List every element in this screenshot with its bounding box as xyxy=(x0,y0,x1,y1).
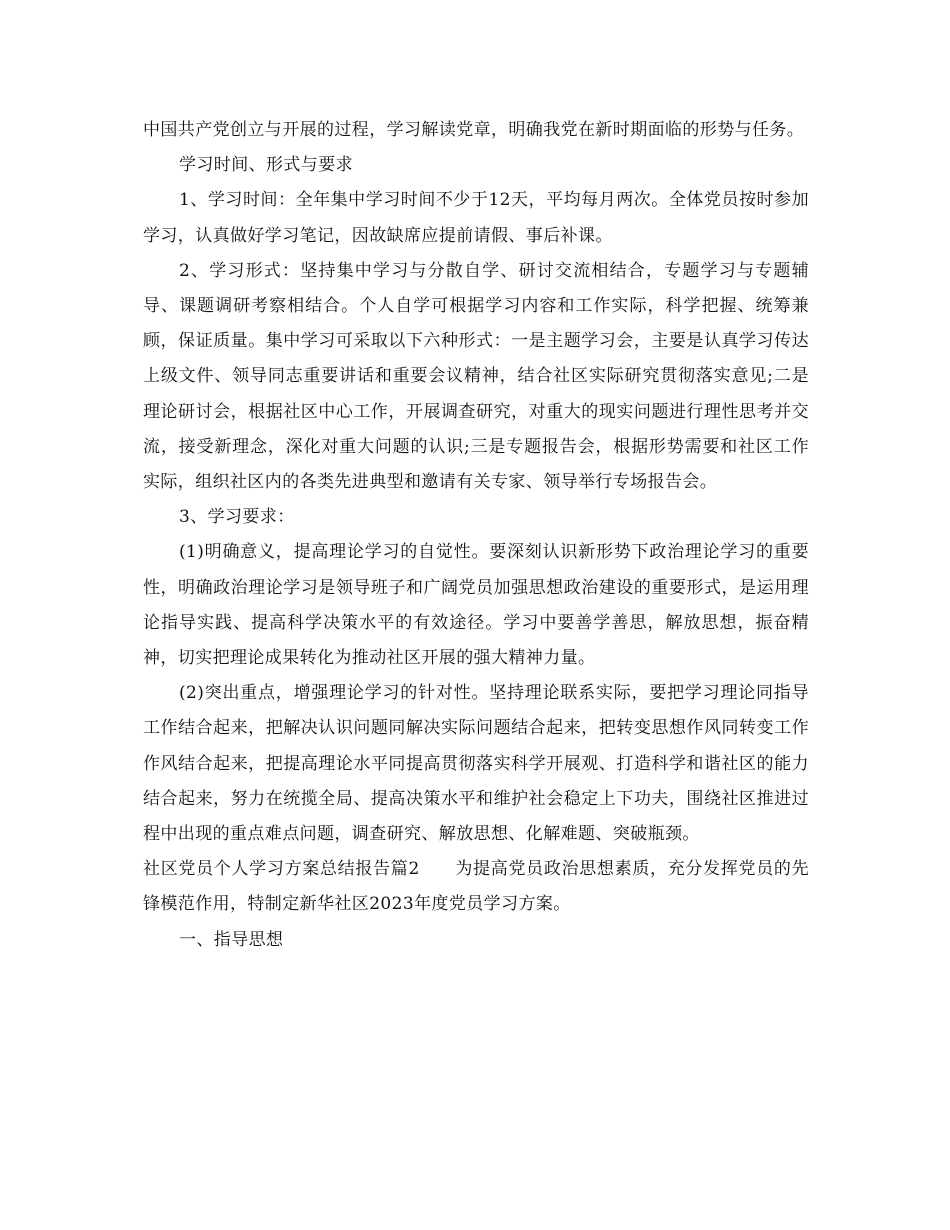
document-body xyxy=(143,113,809,958)
paragraph-2: 学习时间、形式与要求 xyxy=(179,155,353,176)
paragraph-6: (1)明确意义，提高理论学习的自觉性。要深刻认识新形势下政治理论学习的重要性，明确政治理论学习是领导班子和广阔党员加强思想政治建设的重要形式，是运用理论指导实践、提高科学决策水平的有效途径。学习中要善学善思，解放思想，振奋精神，切实把理论成果转化为推动社区开展的强大精神力量。 xyxy=(143,542,809,669)
paragraph-3: 1、学习时间：全年集中学习时间不少于12天，平均每月两次。全体党员按时参加学习，认真做好学习笔记，因故缺席应提前请假、事后补课。 xyxy=(143,190,809,246)
paragraph-4: 2、学习形式：坚持集中学习与分散自学、研讨交流相结合，专题学习与专题辅导、课题调研考察相结合。个人自学可根据学习内容和工作实际，科学把握、统筹兼顾，保证质量。集中学习可采取以下六种形式：一是主题学习会，主要是认真学习传达上级文件、领导同志重要讲话和重要会议精神，结合社区实际研究贯彻落实意见;二是理论研讨会，根据社区中心工作，开展调查研究，对重大的现实问题进行理性思考并交流，接受新理念，深化对重大问题的认识;三是专题报告会，根据形势需要和社区工作实际，组织社区内的各类先进典型和邀请有关专家、领导举行专场报告会。 xyxy=(143,260,809,493)
paragraph-7: (2)突出重点，增强理论学习的针对性。坚持理论联系实际，要把学习理论同指导工作结合起来，把解决认识问题同解决实际问题结合起来，把转变思想作风同转变工作作风结合起来，把提高理论水平同提高贯彻落实科学开展观、打造科学和谐社区的能力结合起来，努力在统揽全局、提高决策水平和维护社会稳定上下功夫，围绕社区推进过程中出现的重点难点问题，调查研究、解放思想、化解难题、突破瓶颈。 xyxy=(143,683,809,845)
paragraph-9: 一、指导思想 xyxy=(179,929,284,950)
paragraph-8: 社区党员个人学习方案总结报告篇2 为提高党员政治思想素质，充分发挥党员的先锋模范作用，特制定新华社区2023年度党员学习方案。 xyxy=(143,859,809,915)
paragraph-1: 中国共产党创立与开展的过程，学习解读党章，明确我党在新时期面临的形势与任务。 xyxy=(143,120,805,140)
paragraph-5: 3、学习要求： xyxy=(179,507,295,528)
